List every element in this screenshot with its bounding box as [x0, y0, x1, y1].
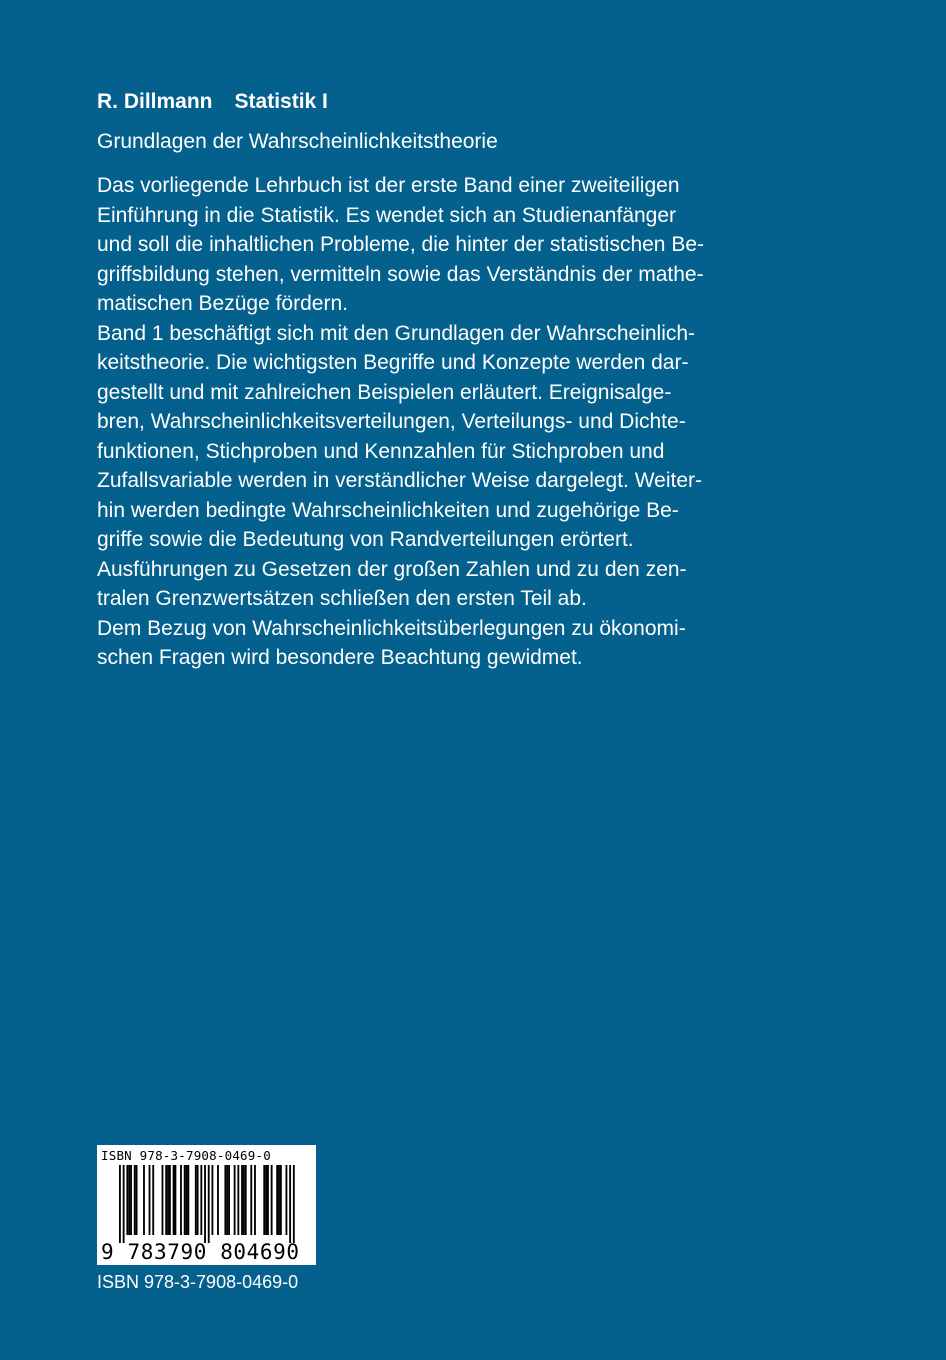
barcode-bar	[250, 1165, 252, 1235]
barcode-bar	[234, 1165, 236, 1235]
description	[97, 171, 797, 673]
barcode-bar	[175, 1165, 177, 1235]
barcode-bar	[276, 1165, 278, 1235]
barcode-bar	[245, 1165, 247, 1235]
barcode-bar	[184, 1165, 186, 1235]
description-line: griffsbildung stehen, vermitteln sowie das Verständnis der mathe-	[97, 262, 704, 286]
description-line: gestellt und mit zahlreichen Beispielen erläutert. Ereignisalge-	[97, 380, 672, 404]
barcode-bar	[241, 1165, 243, 1235]
barcode-bar	[195, 1165, 197, 1235]
description-line: Das vorliegende Lehrbuch ist der erste Band einer zweiteiligen	[97, 174, 680, 197]
description-line: bren, Wahrscheinlichkeitsverteilungen, Verteilungs- und Dichte-	[97, 410, 686, 433]
barcode-bar	[187, 1165, 189, 1235]
barcode-guard-bar	[293, 1165, 295, 1243]
barcode-bar	[200, 1165, 202, 1235]
barcode-bar	[149, 1165, 151, 1235]
barcode-bar	[152, 1165, 154, 1235]
barcode-bar	[126, 1165, 128, 1235]
description-line: tralen Grenzwertsätzen schließen den ersten Teil ab.	[97, 587, 587, 610]
barcode-bar	[228, 1165, 230, 1235]
barcode-digits: 9 783790 804690	[101, 1240, 300, 1264]
barcode-bar	[130, 1165, 132, 1235]
barcode-bar	[128, 1165, 130, 1235]
barcode-isbn-text: ISBN 978-3-7908-0469-0	[101, 1148, 271, 1163]
barcode-bar	[186, 1165, 188, 1235]
barcode-bar	[243, 1165, 245, 1235]
barcode-bar	[263, 1165, 265, 1235]
barcode-bars	[97, 1165, 316, 1243]
author-name: R. Dillmann	[97, 90, 213, 113]
barcode-bar	[280, 1165, 282, 1235]
barcode-bar	[286, 1165, 288, 1235]
barcode-bar	[226, 1165, 228, 1235]
barcode-bar	[173, 1165, 175, 1235]
barcode-bar	[217, 1165, 219, 1235]
barcode-bar	[143, 1165, 145, 1235]
barcode-bar	[165, 1165, 167, 1235]
book-title: Statistik I	[234, 90, 328, 113]
description-line: Dem Bezug von Wahrscheinlichkeitsüberlegungen zu ökonomi-	[97, 616, 686, 640]
description-line: funktionen, Stichproben und Kennzahlen für Stichproben und	[97, 439, 665, 463]
barcode-bar	[237, 1165, 239, 1235]
description-line: Ausführungen zu Gesetzen der großen Zahlen und zu den zen-	[97, 557, 687, 581]
barcode-bar	[162, 1165, 164, 1235]
barcode-bar	[197, 1165, 199, 1235]
description-line: keitstheorie. Die wichtigsten Begriffe und Konzepte werden dar-	[97, 351, 689, 374]
isbn-footer: ISBN 978-3-7908-0469-0	[97, 1272, 299, 1292]
barcode-bar	[267, 1165, 269, 1235]
barcode-guard-bar	[208, 1165, 210, 1243]
barcode-bar	[265, 1165, 267, 1235]
barcode-bar	[224, 1165, 226, 1235]
description-line: Einführung in die Statistik. Es wendet sich an Studienanfänger	[97, 203, 677, 227]
barcode-bar	[169, 1165, 171, 1235]
description-line: Zufallsvariable werden in verständlicher Weise dargelegt. Weiter-	[97, 469, 703, 492]
barcode-bar	[134, 1165, 136, 1235]
description-line: griffe sowie die Bedeutung von Randverteilungen erörtert.	[97, 528, 634, 551]
barcode-bar	[254, 1165, 256, 1235]
barcode-bar	[180, 1165, 182, 1235]
description-line: Band 1 beschäftigt sich mit den Grundlagen der Wahrscheinlich-	[97, 321, 696, 345]
barcode-bar	[271, 1165, 273, 1235]
barcode-guard-bar	[289, 1165, 291, 1243]
barcode-guard-bar	[204, 1165, 206, 1243]
book-header	[97, 90, 328, 114]
barcode-label	[97, 1145, 316, 1265]
description-line: matischen Bezüge fördern.	[97, 292, 348, 315]
barcode-guard-bar	[119, 1165, 121, 1243]
description-line: hin werden bedingte Wahrscheinlichkeiten und zugehörige Be-	[97, 498, 679, 522]
barcode-bar	[212, 1165, 214, 1235]
book-subtitle: Grundlagen der Wahrscheinlichkeitstheorie	[97, 130, 498, 153]
barcode-guard-bar	[123, 1165, 125, 1243]
barcode-bar	[167, 1165, 169, 1235]
description-line: und soll die inhaltlichen Probleme, die hinter der statistischen Be-	[97, 233, 705, 256]
description-line: schen Fragen wird besondere Beachtung gewidmet.	[97, 646, 583, 669]
barcode-bar	[136, 1165, 138, 1235]
barcode-bar	[278, 1165, 280, 1235]
